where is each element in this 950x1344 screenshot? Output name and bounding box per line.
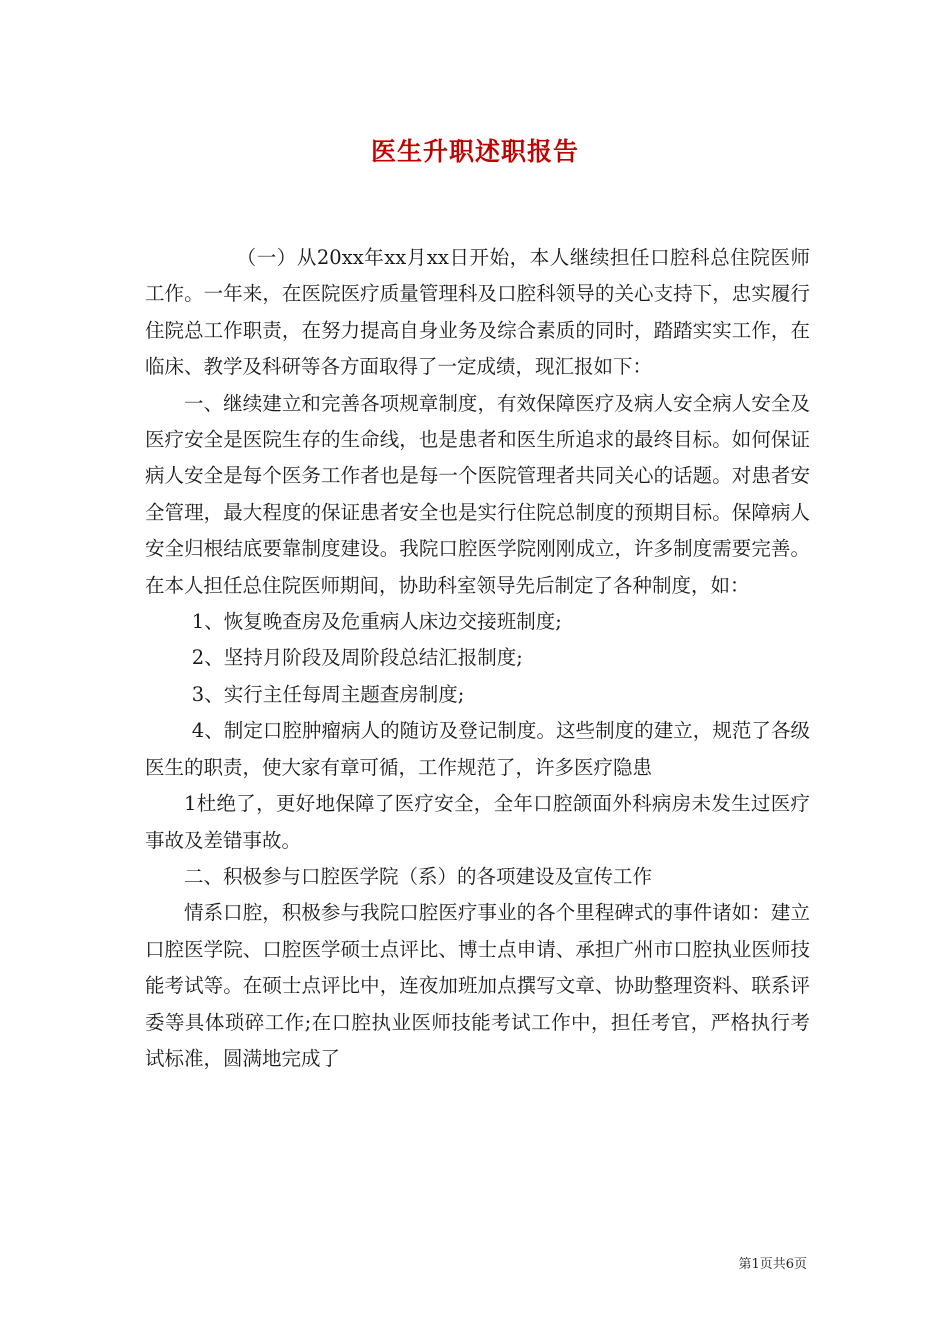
paragraph-continuation: 1杜绝了，更好地保障了医疗安全，全年口腔颌面外科病房未发生过医疗事故及差错事故。 [145,792,810,852]
paragraph-section-two-heading: 二、积极参与口腔医学院（系）的各项建设及宣传工作 [184,864,653,888]
list-item-3: 3、实行主任每周主题查房制度; [191,682,465,706]
page-indicator: 第1页共6页 [738,1257,807,1272]
list-item-4: 4、制定口腔肿瘤病人的随访及登记制度。这些制度的建立，规范了各级医生的职责，使大家有章可循，工作规范了，许多医疗隐患 [145,719,810,779]
paragraph-section-one: 一、继续建立和完善各项规章制度，有效保障医疗及病人安全病人安全及医疗安全是医院生存的生命线，也是患者和医生所追求的最终目标。如何保证病人安全是每个医务工作者也是每一个医院管理者共同关心的话题。对患者安全管理，最大程度的保证患者安全也是实行住院总制度的预期目标。保障病人安全归根结底要靠制度建设。我院口腔医学院刚刚成立，许多制度需要完善。在本人担任总住院医师期间，协助科室领导先后制定了各种制度，如： [145,391,810,597]
paragraph-intro: （一）从20xx年xx月xx日开始，本人继续担任口腔科总住院医师工作。一年来，在医院医疗质量管理科及口腔科领导的关心支持下，忠实履行住院总工作职责，在努力提高自身业务及综合素质的同时，踏踏实实工作，在临床、教学及科研等各方面取得了一定成绩，现汇报如下： [145,246,810,379]
paragraph-section-two: 情系口腔，积极参与我院口腔医疗事业的各个里程碑式的事件诸如：建立口腔医学院、口腔医学硕士点评比、博士点申请、承担广州市口腔执业医师技能考试等。在硕士点评比中，连夜加班加点撰写文章、协助整理资料、联系评委等具体琐碎工作;在口腔执业医师技能考试工作中，担任考官，严格执行考试标准，圆满地完成了 [145,901,810,1070]
document-title: 医生升职述职报告 [370,137,579,166]
list-item-2: 2、坚持月阶段及周阶段总结汇报制度; [191,646,523,670]
document-body [145,240,810,1077]
list-item-1: 1、恢复晚查房及危重病人床边交接班制度; [191,610,562,634]
